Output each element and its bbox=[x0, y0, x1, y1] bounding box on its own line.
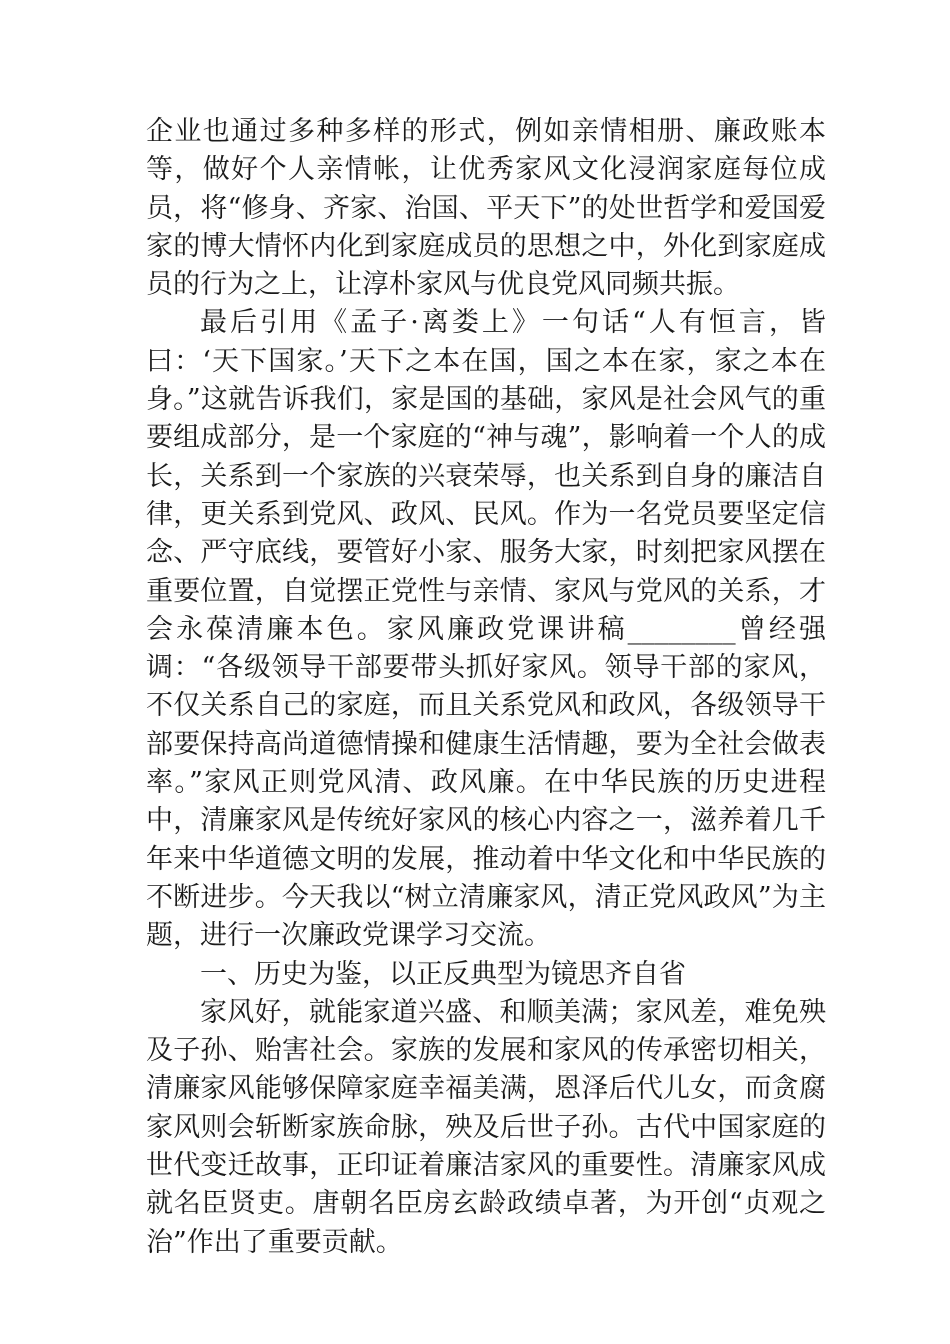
document-body bbox=[146, 113, 826, 1262]
section-heading: 一、历史为鉴，以正反典型为镜思齐自省 bbox=[200, 958, 686, 990]
paragraph-family-style: 家风好，就能家道兴盛、和顺美满；家风差，难免殃及子孙、贻害社会。家族的发展和家风的传承密切相关，清廉家风能够保障家庭幸福美满，恩泽后代儿女，而贪腐家风则会斩断家族命脉，殃及后世子孙。古代中国家庭的世代变迁故事，正印证着廉洁家风的重要性。清廉家风成就名臣贤吏。唐朝名臣房玄龄政绩卓著，为开创“贞观之治”作出了重要贡献。 bbox=[146, 996, 826, 1258]
paragraph-mencius-quote: 最后引用《孟子·离娄上》一句话“人有恒言，皆曰：‘天下国家。’天下之本在国，国之本在家，家之本在身。”这就告诉我们，家是国的基础，家风是社会风气的重要组成部分，是一个家庭的“神与魂”，影响着一个人的成长，关系到一个家族的兴衰荣辱，也关系到自身的廉洁自律，更关系到党风、政风、民风。作为一名党员要坚定信念、严守底线，要管好小家、服务大家，时刻把家风摆在重要位置，自觉摆正党性与亲情、家风与党风的关系，才会永葆清廉本色。家风廉政党课讲稿________曾经强调：“各级领导干部要带头抓好家风。领导干部的家风，不仅关系自己的家庭，而且关系党风和政风，各级领导干部要保持高尚道德情操和健康生活情趣，要为全社会做表率。”家风正则党风清、政风廉。在中华民族的历史进程中，清廉家风是传统好家风的核心内容之一，滋养着几千年来中华道德文明的发展，推动着中华文化和中华民族的不断进步。今天我以“树立清廉家风，清正党风政风”为主题，进行一次廉政党课学习交流。 bbox=[146, 307, 826, 952]
paragraph-continuation: 企业也通过多种多样的形式，例如亲情相册、廉政账本等，做好个人亲情帐，让优秀家风文化浸润家庭每位成员，将“修身、齐家、治国、平天下”的处世哲学和爱国爱家的博大情怀内化到家庭成员的思想之中，外化到家庭成员的行为之上，让淳朴家风与优良党风同频共振。 bbox=[146, 116, 826, 301]
